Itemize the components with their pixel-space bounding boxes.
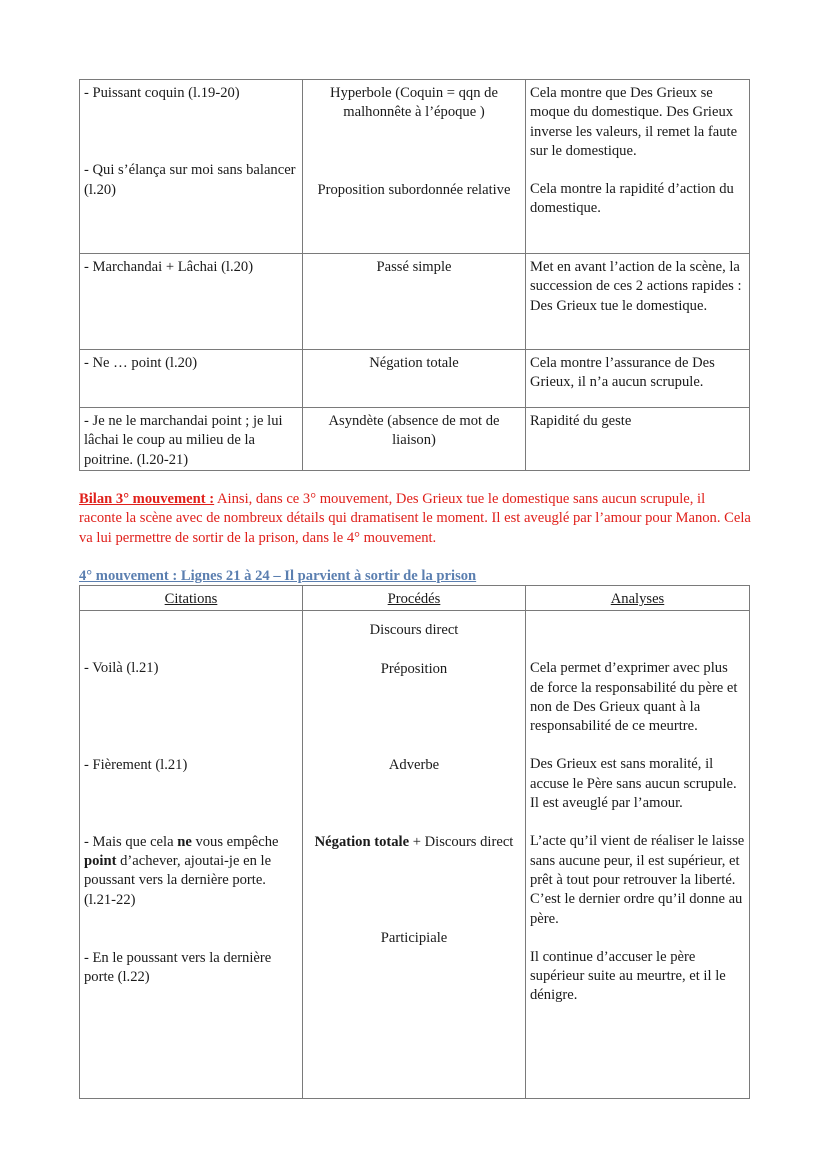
citation-text: - Marchandai + Lâchai (l.20)	[84, 259, 254, 275]
analyse-text: Cela permet d’exprimer avec plus de force la responsabilité du père et non de Des Grieux quant à la responsabilité de ce meurtre.	[530, 660, 738, 735]
analyse-text: Met en avant l’action de la scène, la succession de ces 2 actions rapides : Des Grieux tue le domestique.	[530, 259, 742, 314]
citation-text: - Qui s’élança sur moi sans balancer (l.20)	[84, 162, 296, 198]
analyse-cell	[526, 408, 750, 471]
procede-text: Préposition	[380, 660, 448, 677]
citation-text: - En le poussant vers la dernière porte (l.22)	[84, 950, 272, 986]
header-procedes: Procédés	[303, 586, 526, 611]
procede-text: Négation totale	[369, 355, 459, 371]
analyse-text: Cela montre que Des Grieux se moque du domestique. Des Grieux inverse les valeurs, il remet la faute sur le domestique.	[530, 85, 738, 159]
procede-text: Proposition subordonnée relative	[317, 181, 511, 198]
analyse-text: Cela montre la rapidité d’action du domestique.	[530, 181, 734, 217]
table-header-row	[80, 586, 750, 611]
analyse-cell	[526, 350, 750, 408]
analyse-text: Rapidité du geste	[530, 413, 632, 429]
citation-text: - Mais que cela ne vous empêche point d’achever, ajoutai-je en le poussant vers la dernière porte. (l.21-22)	[84, 833, 279, 908]
procede-text: Passé simple	[376, 259, 452, 275]
header-citations: Citations	[80, 586, 303, 611]
movement4-heading: 4° mouvement : Lignes 21 à 24 – Il parvient à sortir de la prison	[79, 568, 477, 584]
movement3-table	[79, 79, 750, 471]
citation-cell	[80, 350, 303, 408]
procede-text: Négation totale + Discours direct	[314, 834, 514, 851]
procede-text: Participiale	[380, 930, 448, 947]
table-row	[80, 254, 750, 350]
bilan-label: Bilan 3° mouvement :	[79, 491, 215, 507]
table-row	[80, 80, 750, 254]
citation-cell	[80, 408, 303, 471]
analyse-text: Cela montre l’assurance de Des Grieux, il n’a aucun scrupule.	[530, 355, 715, 391]
procede-cell	[303, 80, 526, 254]
procede-cell	[303, 611, 526, 1099]
citation-cell	[80, 80, 303, 254]
table-row	[80, 408, 750, 471]
bilan-text: Ainsi, dans ce 3° mouvement, Des Grieux tue le domestique sans aucun scrupule, il raconte la scène avec de nombreux détails qui dramatisent le moment. Il est aveuglé par l’amour pour Manon. Cela va lui permettre de sortir de la prison, dans le 4° mouvement.	[79, 491, 751, 546]
citation-text: - Je ne le marchandai point ; je lui lâchai le coup au milieu de la poitrine. (l.20-21)	[84, 413, 283, 468]
analyse-cell	[526, 80, 750, 254]
procede-cell	[303, 350, 526, 408]
citation-cell	[80, 611, 303, 1099]
header-analyses: Analyses	[526, 586, 750, 611]
analyse-cell	[526, 254, 750, 350]
procede-text: Discours direct	[369, 622, 459, 639]
citation-text: - Voilà (l.21)	[84, 660, 159, 677]
procede-cell	[303, 254, 526, 350]
bilan-paragraph	[79, 490, 751, 548]
citation-text: - Fièrement (l.21)	[84, 756, 188, 773]
movement4-table	[79, 585, 750, 1099]
procede-cell	[303, 408, 526, 471]
analyse-text: Il continue d’accuser le père supérieur suite au meurtre, et il le dénigre.	[530, 948, 726, 1004]
analyse-text: Des Grieux est sans moralité, il accuse le Père sans aucun scrupule. Il est aveuglé par l’amour.	[530, 756, 737, 812]
citation-text: - Ne … point (l.20)	[84, 355, 198, 371]
procede-text: Adverbe	[388, 756, 440, 773]
table-row	[80, 611, 750, 1099]
citation-text: - Puissant coquin (l.19-20)	[84, 85, 240, 101]
table-row	[80, 350, 750, 408]
procede-text: Hyperbole (Coquin = qqn de malhonnête à l’époque )	[330, 85, 498, 121]
citation-cell	[80, 254, 303, 350]
analyse-cell	[526, 611, 750, 1099]
analyse-text: L’acte qu’il vient de réaliser le laisse sans aucune peur, il est supérieur, et prêt à tout pour retrouver la liberté. C’est le dernier ordre qu’il donne au père.	[530, 833, 745, 927]
procede-text: Asyndète (absence de mot de liaison)	[328, 413, 500, 449]
